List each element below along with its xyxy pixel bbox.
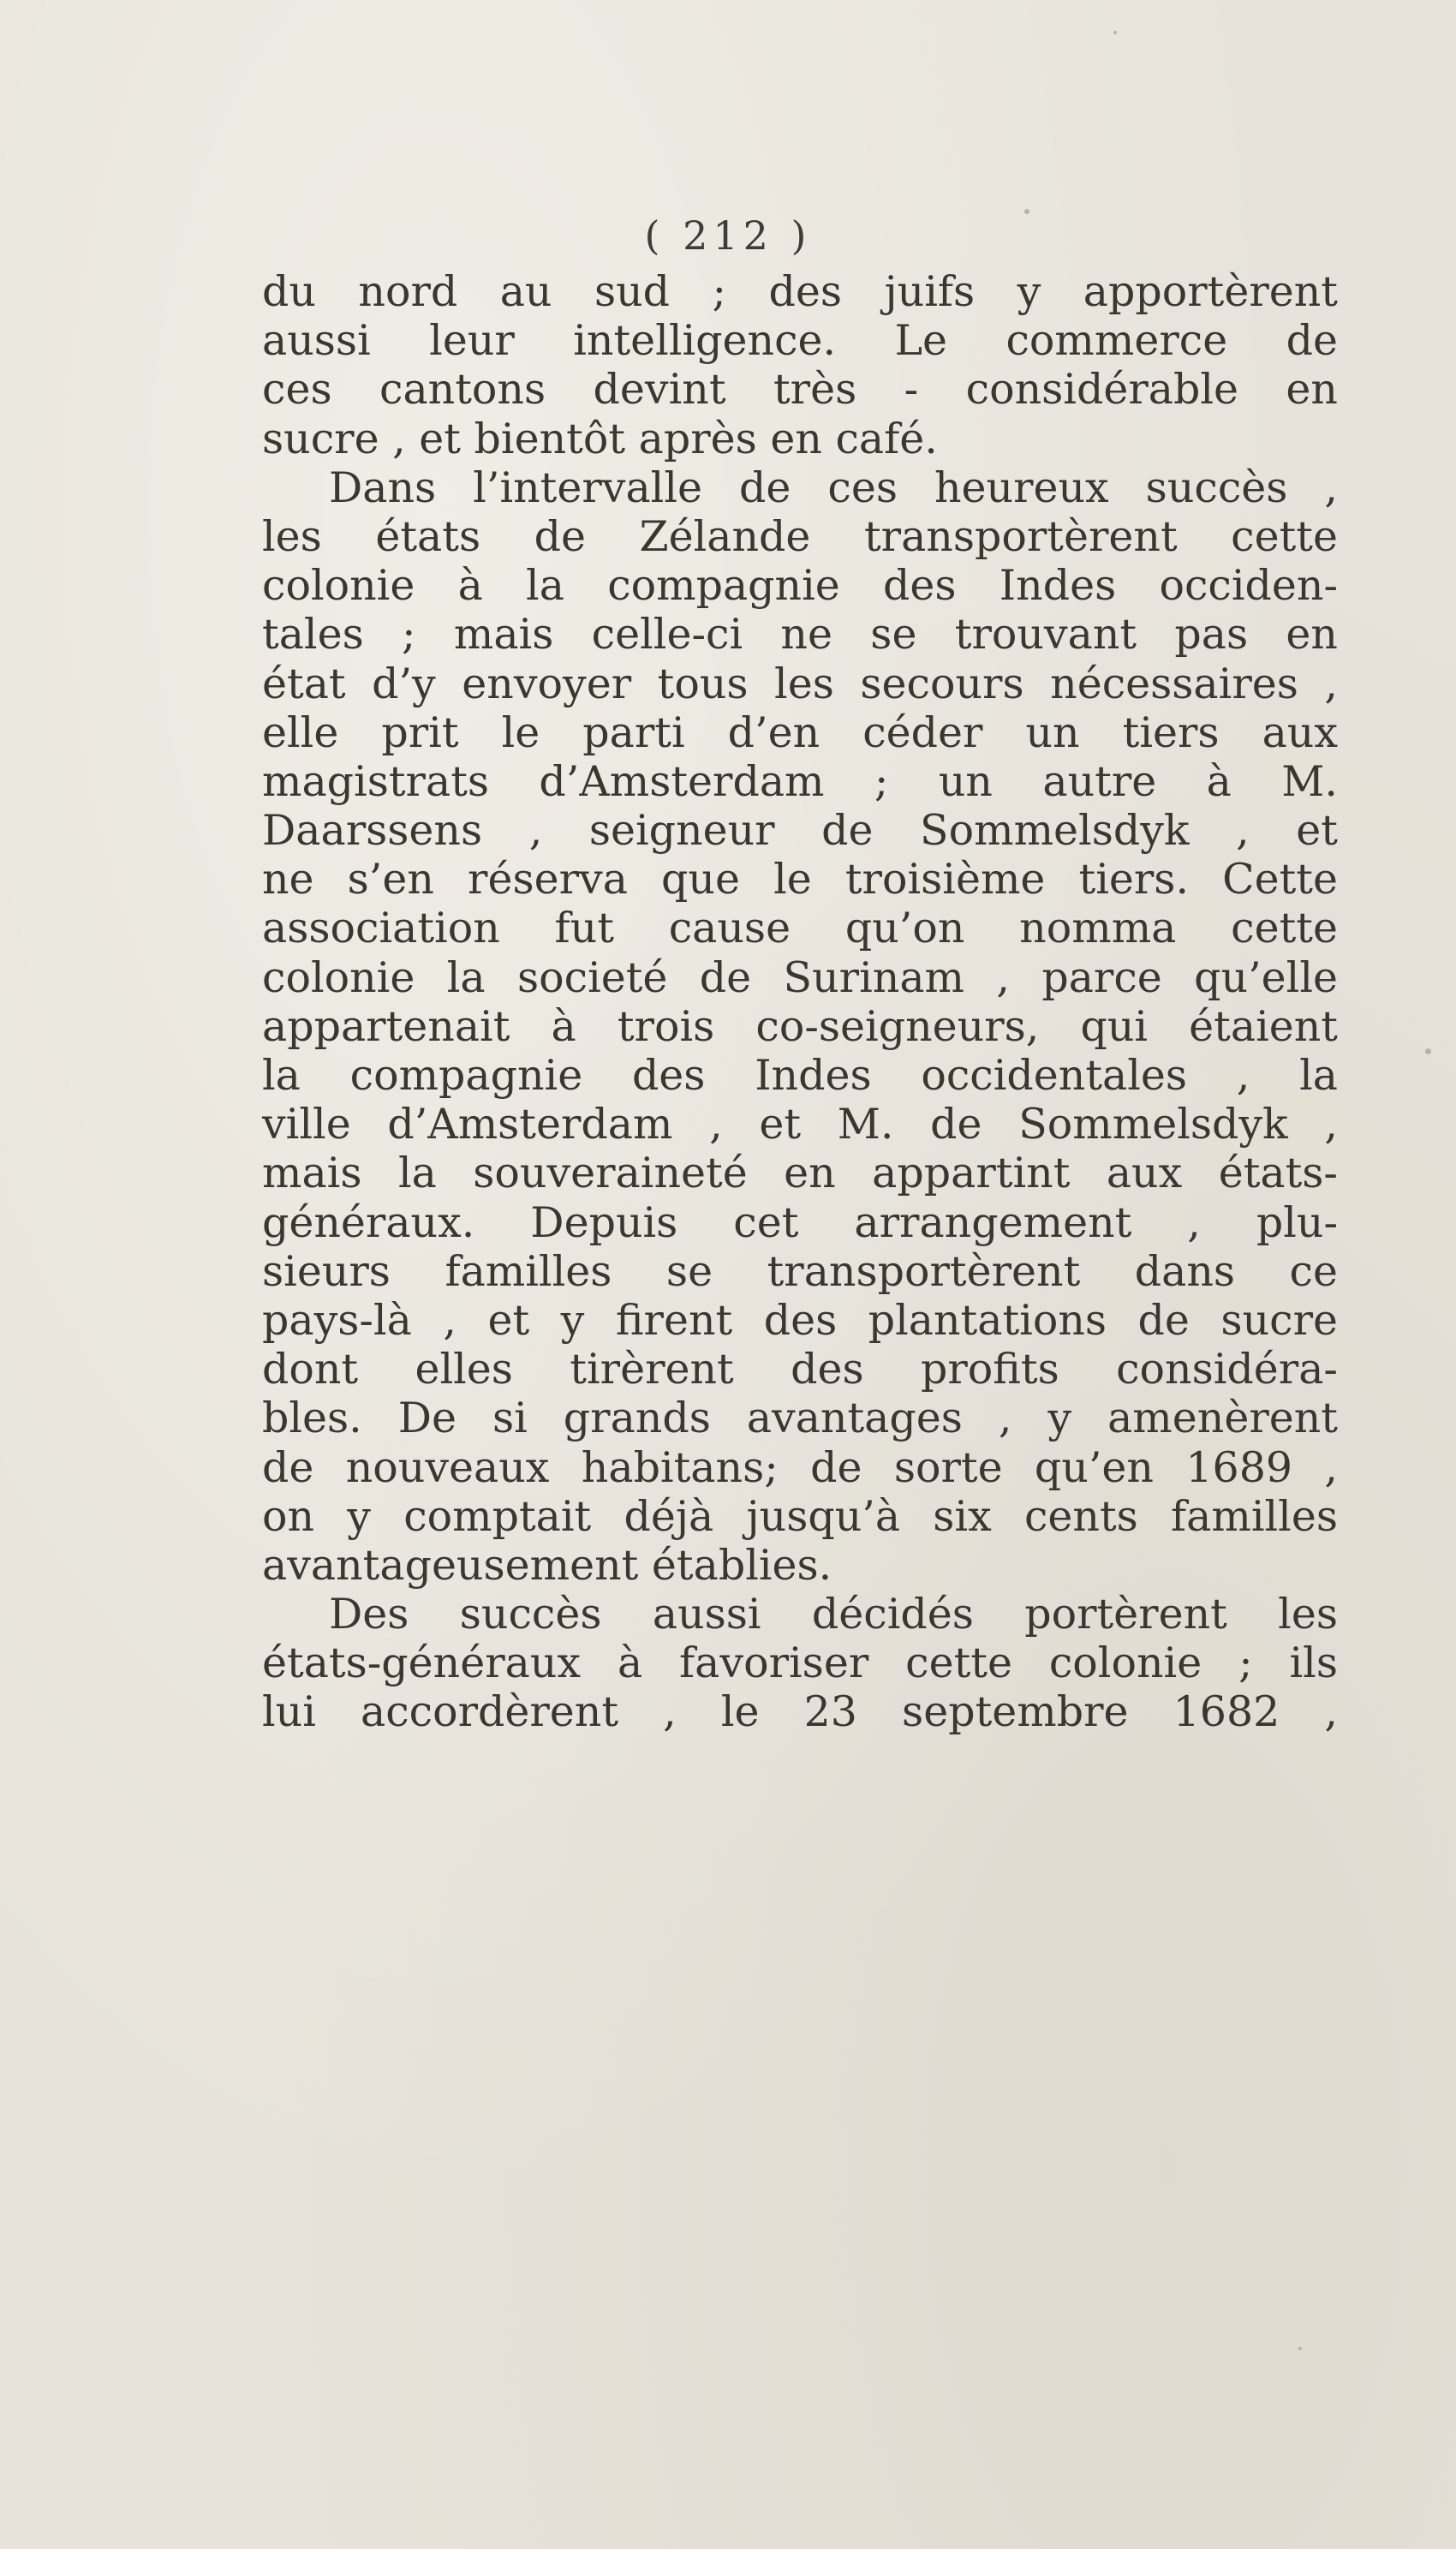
text-line: sucre , et bientôt après en café. <box>262 414 938 463</box>
text-line: états-généraux à favoriser cette colonie ; ils <box>262 1639 1338 1688</box>
text-line: les états de Zélande transportèrent cette <box>262 511 1338 561</box>
text-line: sieurs familles se transportèrent dans ce <box>262 1246 1338 1296</box>
text-line: Daarssens , seigneur de Sommelsdyk , et <box>262 806 1338 856</box>
paper-speck <box>1113 31 1117 34</box>
paper-speck <box>1425 1048 1431 1054</box>
text-line: ces cantons devint très - considérable en <box>262 365 1338 415</box>
text-line: association fut cause qu’on nomma cette <box>262 904 1338 953</box>
text-line: on y comptait déjà jusqu’à six cents familles <box>262 1491 1338 1541</box>
text-line: mais la souveraineté en appartint aux états- <box>262 1149 1338 1198</box>
text-line: tales ; mais celle-ci ne se trouvant pas en <box>262 610 1338 660</box>
body-text <box>262 267 1338 1737</box>
text-line: aussi leur intelligence. Le commerce de <box>262 316 1338 366</box>
text-line: colonie la societé de Surinam , parce qu’elle <box>262 952 1338 1002</box>
text-line: appartenait à trois co-seigneurs, qui étaient <box>262 1001 1338 1051</box>
text-line: la compagnie des Indes occidentales , la <box>262 1051 1338 1100</box>
text-line: généraux. Depuis cet arrangement , plu- <box>262 1197 1338 1247</box>
paper-speck <box>1024 209 1029 214</box>
paragraph-start-line: Des succès aussi décidés portèrent les <box>329 1590 1338 1639</box>
text-line: elle prit le parti d’en céder un tiers aux <box>262 707 1338 757</box>
text-line: ne s’en réserva que le troisième tiers. Cette <box>262 855 1338 904</box>
text-line: pays-là , et y firent des plantations de sucre <box>262 1295 1338 1345</box>
text-line: de nouveaux habitans; de sorte qu’en 1689 , <box>262 1442 1338 1492</box>
text-line: dont elles tirèrent des profits considéra- <box>262 1345 1338 1394</box>
page-number: ( 212 ) <box>644 212 812 259</box>
text-line: du nord au sud ; des juifs y apportèrent <box>262 267 1338 316</box>
text-line: état d’y envoyer tous les secours nécessaires , <box>262 659 1338 708</box>
paragraph-start-line: Dans l’intervalle de ces heureux succès , <box>329 463 1338 512</box>
text-line: ville d’Amsterdam , et M. de Sommelsdyk , <box>262 1100 1338 1149</box>
text-line: magistrats d’Amsterdam ; un autre à M. <box>262 756 1338 806</box>
paper-speck <box>1298 2347 1302 2350</box>
text-line: lui accordèrent , le 23 septembre 1682 , <box>262 1687 1338 1737</box>
text-line: avantageusement établies. <box>262 1540 832 1590</box>
text-line: bles. De si grands avantages , y amenèrent <box>262 1394 1338 1443</box>
text-line: colonie à la compagnie des Indes occiden- <box>262 561 1338 611</box>
